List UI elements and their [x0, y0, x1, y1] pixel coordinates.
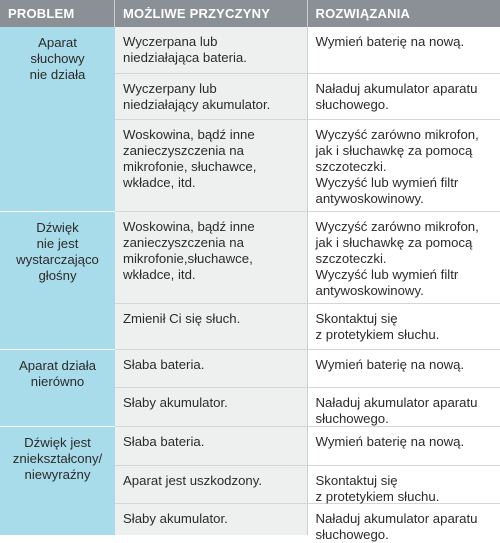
solution-cell: Skontaktuj się z protetykiem słuchu.: [308, 304, 500, 350]
cause-cell: Woskowina, bądź inne zanieczyszczenia na mikrofonie,słuchawce, wkładce, itd.: [115, 212, 308, 304]
cause-cell: Słaby akumulator.: [115, 388, 308, 427]
solution-cell: Wymień baterię na nową.: [308, 350, 500, 388]
header-solutions: ROZWIĄZANIA: [308, 0, 500, 27]
problem-cell: Dźwięk jest zniekształcony/ niewyraźny: [0, 427, 115, 535]
problem-cell: Dźwięk nie jest wystarczająco głośny: [0, 212, 115, 350]
cause-cell: Aparat jest uszkodzony.: [115, 466, 308, 504]
solution-cell: Wyczyść zarówno mikrofon, jak i słuchawkę za pomocą szczoteczki. Wyczyść lub wymień filtr antywoskowinowy.: [308, 120, 500, 212]
solution-cell: Wyczyść zarówno mikrofon, jak i słuchawkę za pomocą szczoteczki. Wyczyść lub wymień filtr antywoskowinowy.: [308, 212, 500, 304]
solution-cell: Wymień baterię na nową.: [308, 27, 500, 74]
header-causes: MOŻLIWE PRZYCZYNY: [115, 0, 308, 27]
cause-cell: Słaba bateria.: [115, 350, 308, 388]
cause-cell: Wyczerpany lub niedziałający akumulator.: [115, 74, 308, 120]
problem-cell: Aparat działa nierówno: [0, 350, 115, 427]
header-problem: PROBLEM: [0, 0, 115, 27]
solution-cell: Skontaktuj się z protetykiem słuchu.: [308, 466, 500, 504]
cause-cell: Słaby akumulator.: [115, 504, 308, 535]
solution-cell: Naładuj akumulator aparatu słuchowego.: [308, 74, 500, 120]
cause-cell: Woskowina, bądź inne zanieczyszczenia na mikrofonie, słuchawce, wkładce, itd.: [115, 120, 308, 212]
solution-cell: Naładuj akumulator aparatu słuchowego.: [308, 388, 500, 427]
cause-cell: Zmienił Ci się słuch.: [115, 304, 308, 350]
problem-cell: Aparat słuchowy nie działa: [0, 27, 115, 212]
solution-cell: Wymień baterię na nową.: [308, 427, 500, 466]
cause-cell: Wyczerpana lub niedziałająca bateria.: [115, 27, 308, 74]
cause-cell: Słaba bateria.: [115, 427, 308, 466]
solution-cell: Naładuj akumulator aparatu słuchowego.: [308, 504, 500, 535]
